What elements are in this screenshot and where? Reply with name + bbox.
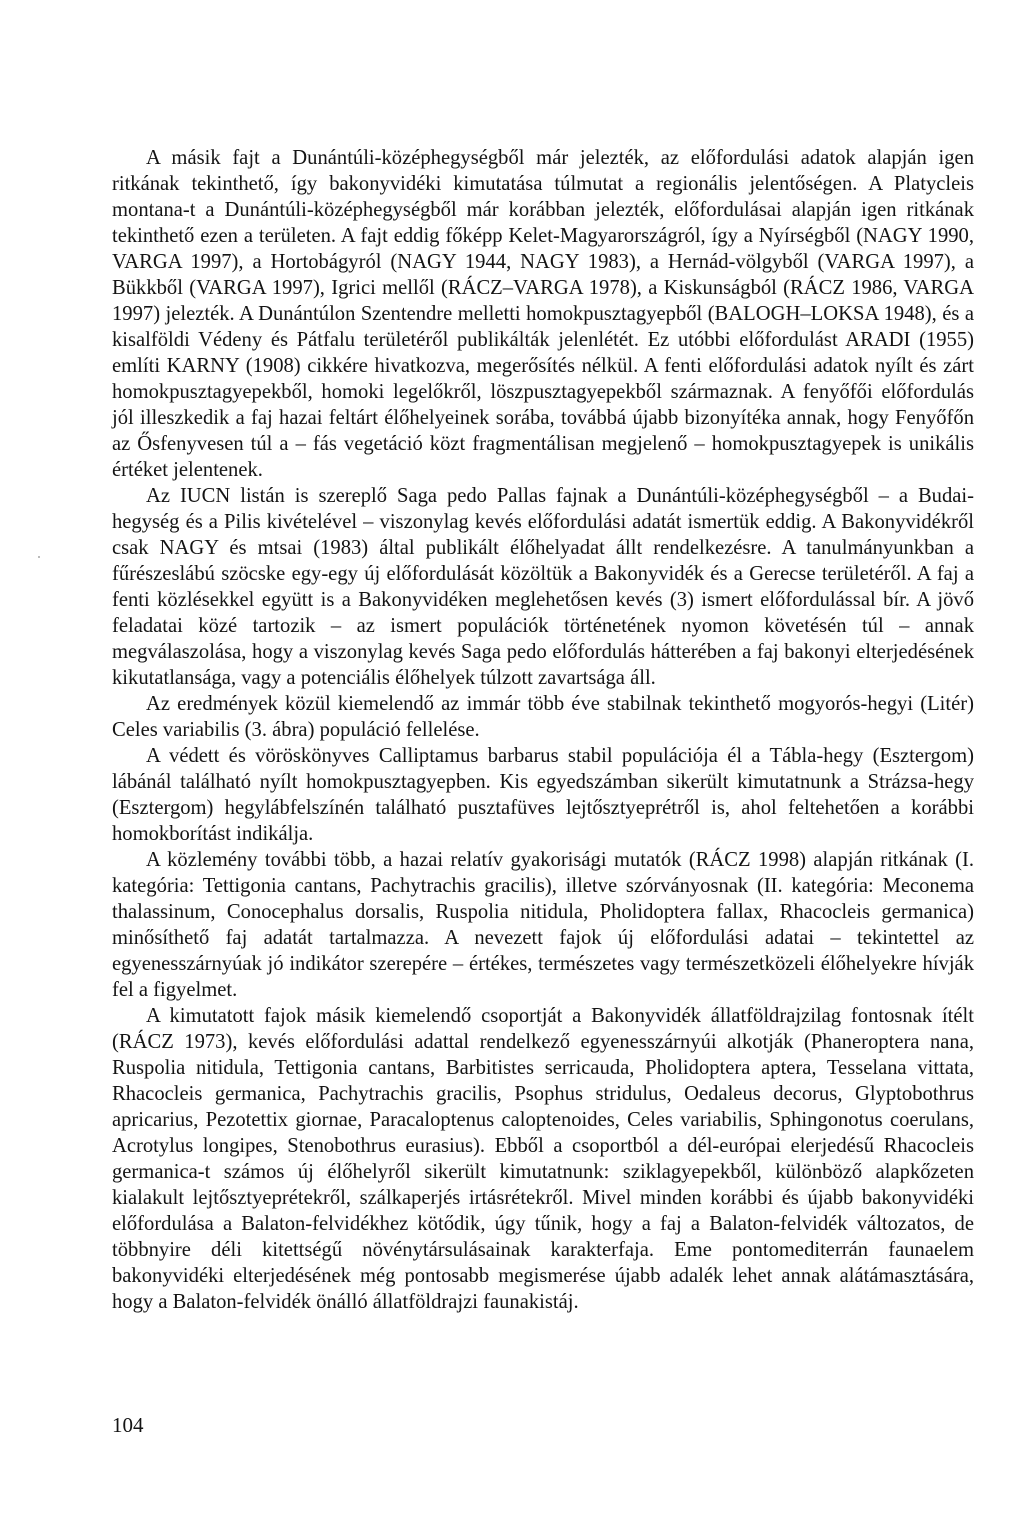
body-text bbox=[112, 145, 974, 1315]
paragraph-celes-variabilis: Az eredmények közül kiemelendő az immár több éve stabilnak tekinthető mogyorós-hegyi (Litér) Celes variabilis (3. ábra) populáció fellelése. bbox=[112, 693, 974, 741]
paragraph-saga-pedo: Az IUCN listán is szereplő Saga pedo Pallas fajnak a Dunántúli-középhegységből – a Budai-hegység és a Pilis kivételével – viszonylag kevés előfordulási adatát ismertük eddig. A Bakonyvidékről csak NAGY és mtsai (1983) által publikált élőhelyadat állt rendelkezésre. A tanulmányunkban a fűrészeslábú szöcske egy-egy új előfordulását közöltük a Bakonyvidék és a Gerecse területéről. A faj a fenti közlésekkel együtt is a Bakonyvidéken meglehetősen kevés (3) ismert előfordulással bír. A jövő feladatai közé tartozik – az ismert populációk történetének nyomon követésén túl – annak megválaszolása, hogy a viszonylag kevés Saga pedo előfordulás hátterében a faj bakonyi elterjedésének kikutatlansága, vagy a potenciális élőhelyek túlzott zavartsága áll. bbox=[112, 485, 974, 689]
paragraph-calliptamus: A védett és vöröskönyves Calliptamus barbarus stabil populációja él a Tábla-hegy (Esztergom) lábánál található nyílt homokpusztagyepben. Kis egyedszámban sikerült kimutatnunk a Strázsa-hegy (Esztergom) hegylábfelszínén található pusztafüves lejtősztyeprétről is, ahol feltehetően a korábbi homokborítást indikálja. bbox=[112, 745, 974, 845]
margin-speck bbox=[38, 556, 40, 558]
paragraph-rare-species: A közlemény további több, a hazai relatív gyakorisági mutatók (RÁCZ 1998) alapján ritkának (I. kategória: Tettigonia cantans, Pachytrachis gracilis), illetve szórványosnak (II. kategória: Meconema thalassinum, Conocephalus dorsalis, Ruspolia nitidula, Pholidoptera fallax, Rhacocleis germanica) minősíthető faj adatát tartalmazza. A nevezett fajok új előfordulási adatai – tekintettel az egyenesszárnyúak jó indikátor szerepére – értékes, természetes vagy természetközeli élőhelyekre hívják fel a figyelmet. bbox=[112, 849, 974, 1001]
paragraph-zoogeographic-group: A kimutatott fajok másik kiemelendő csoportját a Bakonyvidék állatföldrajzilag fontosnak ítélt (RÁCZ 1973), kevés előfordulási adattal rendelkező egyenesszárnyúi alkotják (Phaneroptera nana, Ruspolia nitidula, Tettigonia cantans, Barbitistes serricauda, Pholidoptera aptera, Tesselana vittata, Rhacocleis germanica, Pachytrachis gracilis, Psophus stridulus, Oedaleus decorus, Glyptobothrus apricarius, Pezotettix giornae, Paracaloptenus caloptenoides, Celes variabilis, Sphingonotus coerulans, Acrotylus longipes, Stenobothrus eurasius). Ebből a csoportból a dél-európai elerjedésű Rhacocleis germanica-t számos új élőhelyről sikerült kimutatnunk: sziklagyepekből, különböző alapkőzeten kialakult lejtősztyeprétekről, szálkaperjés irtásrétekről. Mivel minden korábbi és újabb bakonyvidéki előfordulása a Balaton-felvidékhez kötődik, úgy tűnik, hogy a faj a Balaton-felvidék változatos, de többnyire déli kitettségű növénytársulásainak karakterfaja. Eme pontomediterrán faunaelem bakonyvidéki elterjedésének még pontosabb megismerése újabb adalék lehet annak alátámasztására, hogy a Balaton-felvidék önálló állatföldrajzi faunakistáj. bbox=[112, 1005, 974, 1313]
paragraph-platycleis: A másik fajt a Dunántúli-középhegységből már jelezték, az előfordulási adatok alapján igen ritkának tekinthető, így bakonyvidéki kimutatása túlmutat a regionális jelentőségen. A Platycleis montana-t a Dunántúli-középhegységből már korábban jelezték, előfordulásai alapján igen ritkának tekinthető ezen a területen. A fajt eddig főképp Kelet-Magyarországról, így a Nyírségből (NAGY 1990, VARGA 1997), a Hortobágyról (NAGY 1944, NAGY 1983), a Hernád-völgyből (VARGA 1997), a Bükkből (VARGA 1997), Igrici mellől (RÁCZ–VARGA 1978), a Kiskunságból (RÁCZ 1986, VARGA 1997) jelezték. A Dunántúlon Szentendre melletti homokpusztagyepből (BALOGH–LOKSA 1948), és a kisalföldi Védeny és Pátfalu területéről publikálták jelenlétét. Ez utóbbi előfordulást ARADI (1955) említi KARNY (1908) cikkére hivatkozva, megerősítés nélkül. A fenti előfordulási adatok nyílt és zárt homokpusztagyepekből, homoki legelőkről, löszpusztagyepekből származnak. A fenyőfői előfordulás jól illeszkedik a faj hazai feltárt élőhelyeinek sorába, továbbá újabb bizonyítéka annak, hogy Fenyőfőn az Ősfenyvesen túl a – fás vegetáció közt fragmentálisan megjelenő – homokpusztagyepek is unikális értéket jelentenek. bbox=[112, 147, 974, 481]
page-number: 104 bbox=[112, 1413, 144, 1437]
